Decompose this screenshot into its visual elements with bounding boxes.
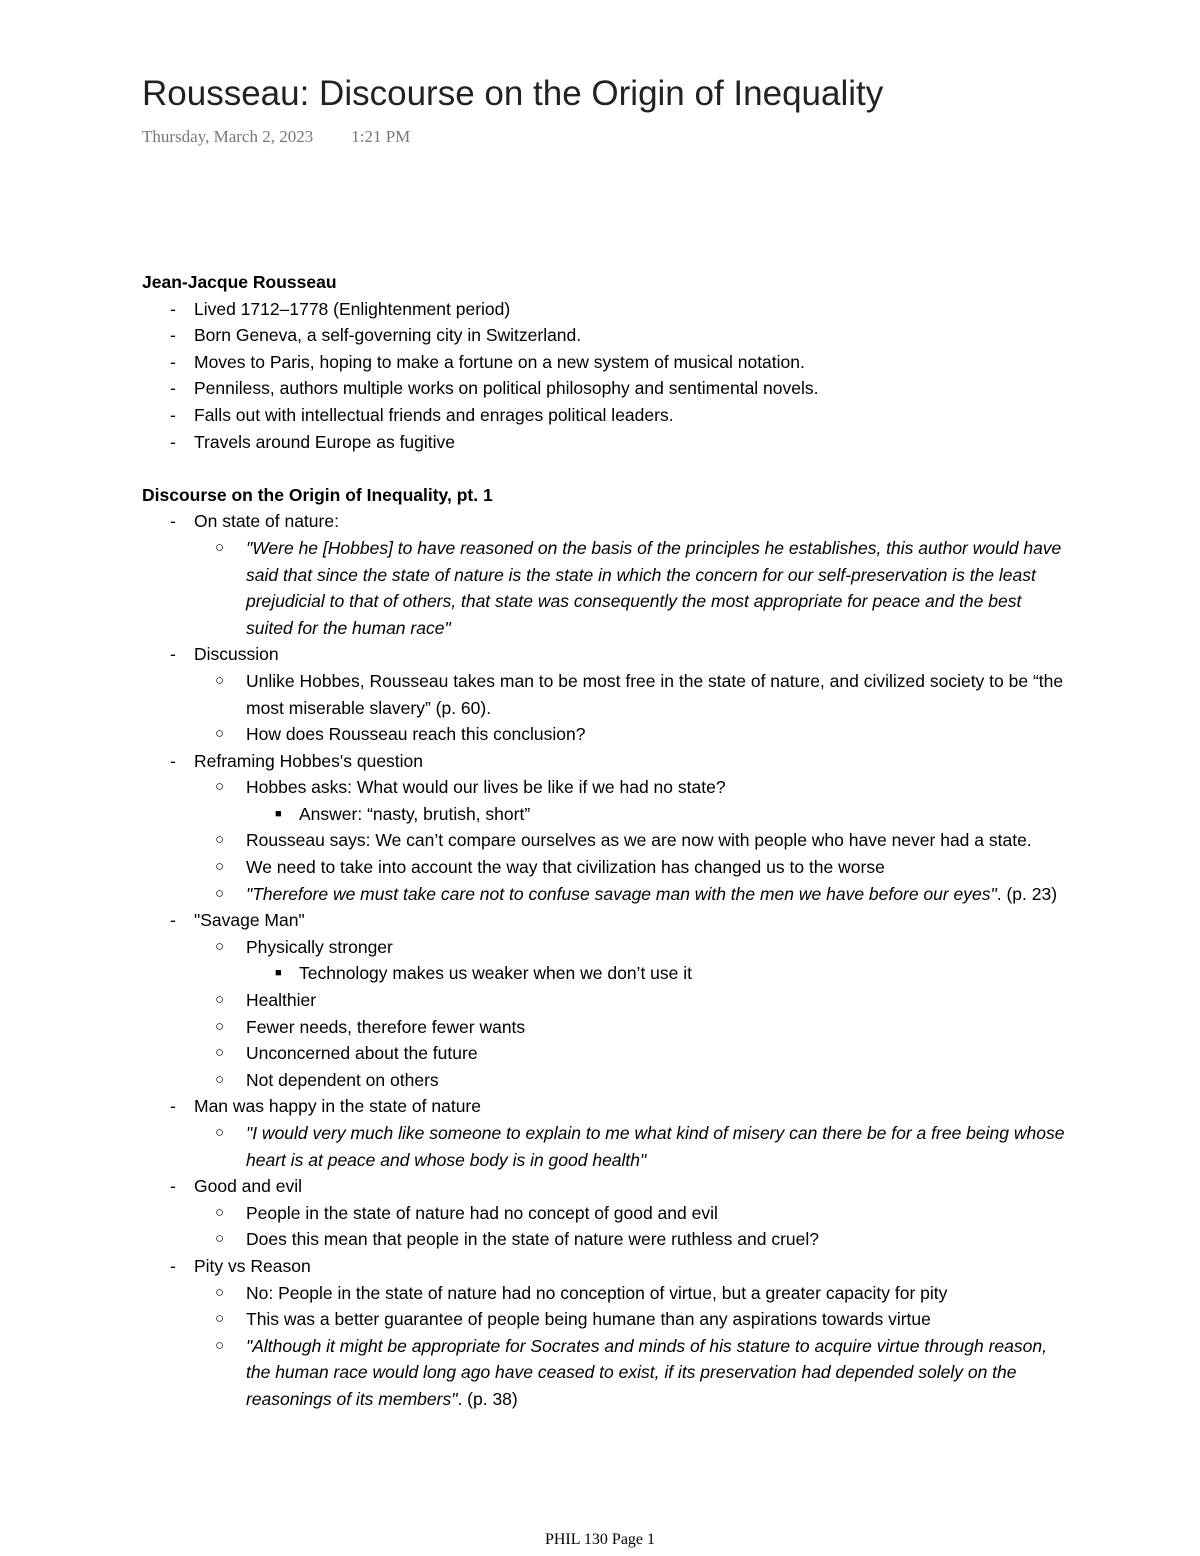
sub-list-item [142, 668, 1072, 721]
list-item [142, 1253, 1072, 1280]
sub-list-item [142, 1040, 1072, 1067]
circle-bullet: ○ [215, 1044, 225, 1062]
dash-bullet: - [170, 378, 176, 399]
page-time: 1:21 PM [351, 127, 411, 146]
sub-list-item [142, 1306, 1072, 1333]
circle-bullet: ○ [215, 671, 225, 689]
list-item [142, 1173, 1072, 1200]
sub-list-item [142, 1280, 1072, 1307]
quote-text: "I would very much like someone to explain to me what kind of misery can there be for a free being whose heart is at peace and whose body is in good health" [246, 1123, 1065, 1170]
list-item [142, 429, 1072, 456]
dash-bullet: - [170, 910, 176, 931]
circle-bullet: ○ [215, 831, 225, 849]
list-item [142, 508, 1072, 535]
dash-bullet: - [170, 1096, 176, 1117]
list-item-text: Rousseau says: We can’t compare ourselves as we are now with people who have never had a state. [246, 830, 1032, 851]
sub-list-item [142, 1226, 1072, 1253]
list-item [142, 296, 1072, 323]
sub-list-item [142, 1200, 1072, 1227]
sub-sub-list-item [142, 960, 1072, 987]
circle-bullet: ○ [215, 725, 225, 743]
list-item-text: Born Geneva, a self-governing city in Switzerland. [194, 325, 582, 346]
sub-list-item [142, 987, 1072, 1014]
list-item [142, 375, 1072, 402]
list-item-text: Lived 1712–1778 (Enlightenment period) [194, 298, 511, 319]
circle-bullet: ○ [215, 1124, 225, 1141]
note-body [142, 269, 1072, 1413]
dash-bullet: - [170, 325, 176, 346]
list-item-text: Man was happy in the state of nature [194, 1096, 481, 1117]
list-item-text: Penniless, authors multiple works on political philosophy and sentimental novels. [194, 378, 819, 399]
sub-list-item [142, 854, 1072, 881]
citation: . (p. 23) [996, 883, 1058, 904]
dash-bullet: - [170, 298, 176, 319]
list-item-text: Discussion [194, 644, 279, 665]
list-item-text: Technology makes us weaker when we don’t use it [299, 963, 692, 984]
list-item [142, 748, 1072, 775]
sub-list-item [142, 827, 1072, 854]
circle-bullet: ○ [215, 991, 225, 1009]
circle-bullet: ○ [215, 538, 225, 556]
list-item [142, 907, 1072, 934]
square-bullet: ■ [275, 807, 282, 820]
sub-list-item [142, 1120, 1072, 1173]
dash-bullet: - [170, 644, 176, 665]
section-heading: Jean-Jacque Rousseau [142, 272, 337, 292]
list-item-text: Reframing Hobbes's question [194, 750, 424, 771]
circle-bullet: ○ [215, 858, 225, 876]
circle-bullet: ○ [215, 1310, 225, 1328]
circle-bullet: ○ [215, 1230, 225, 1248]
page-title: Rousseau: Discourse on the Origin of Inequality [142, 74, 884, 113]
dash-bullet: - [170, 404, 176, 425]
circle-bullet: ○ [215, 884, 225, 902]
sub-list-item [142, 774, 1072, 801]
list-item [142, 641, 1072, 668]
list-item-text: Not dependent on others [246, 1069, 439, 1090]
circle-bullet: ○ [215, 1070, 225, 1088]
list-item-text: This was a better guarantee of people being humane than any aspirations towards virtue [246, 1309, 931, 1330]
list-item-text: Does this mean that people in the state of nature were ruthless and cruel? [246, 1229, 819, 1250]
list-item-text: Falls out with intellectual friends and enrages political leaders. [194, 404, 674, 425]
sub-list-item [142, 1333, 1072, 1413]
list-item-text: Travels around Europe as fugitive [194, 431, 456, 452]
list-item-text: No: People in the state of nature had no conception of virtue, but a greater capacity for pity [246, 1282, 948, 1303]
page-timestamp [142, 127, 410, 147]
list-item-text: How does Rousseau reach this conclusion? [246, 724, 586, 745]
quote-text: "Although it might be appropriate for Socrates and minds of his stature to acquire virtue through reason, the human race would long ago have ceased to exist, if its preservation had depended solely on the reasonings of its members" [246, 1335, 1047, 1409]
sub-list-item [142, 881, 1072, 908]
circle-bullet: ○ [215, 1336, 225, 1354]
list-item-text: Moves to Paris, hoping to make a fortune on a new system of musical notation. [194, 351, 805, 372]
list-item-text: Physically stronger [246, 936, 393, 957]
dash-bullet: - [170, 1176, 176, 1197]
dash-bullet: - [170, 351, 176, 372]
list-item-text: Healthier [246, 990, 317, 1011]
dash-bullet: - [170, 750, 176, 771]
list-item-text: "Savage Man" [194, 910, 305, 931]
page-date: Thursday, March 2, 2023 [142, 127, 314, 146]
list-item [142, 402, 1072, 429]
dash-bullet: - [170, 431, 176, 452]
list-item-text: Fewer needs, therefore fewer wants [246, 1016, 526, 1037]
sub-list-item [142, 535, 1072, 641]
circle-bullet: ○ [215, 937, 225, 955]
list-item [142, 322, 1072, 349]
section-heading: Discourse on the Origin of Inequality, pt. 1 [142, 484, 493, 505]
list-item [142, 349, 1072, 376]
list-item-text: Answer: “nasty, brutish, short” [299, 803, 531, 824]
list-item-text: We need to take into account the way that civilization has changed us to the worse [246, 857, 885, 878]
citation: . (p. 38) [457, 1388, 518, 1409]
list-item-text: Unconcerned about the future [246, 1043, 478, 1064]
circle-bullet: ○ [215, 1283, 225, 1301]
list-item-text: Unlike Hobbes, Rousseau takes man to be most free in the state of nature, and civilized society to be “the most miserable slavery” (p. 60). [246, 670, 1064, 718]
spacer [142, 455, 1072, 482]
sub-sub-list-item [142, 801, 1072, 828]
list-item [142, 1093, 1072, 1120]
circle-bullet: ○ [215, 778, 225, 796]
dash-bullet: - [170, 1255, 176, 1276]
square-bullet: ■ [275, 967, 282, 980]
list-item-text: On state of nature: [194, 511, 339, 532]
sub-list-item [142, 1014, 1072, 1041]
sub-list-item [142, 934, 1072, 961]
list-item-text: Hobbes asks: What would our lives be like if we had no state? [246, 777, 726, 798]
sub-list-item [142, 721, 1072, 748]
quote-text: "Therefore we must take care not to confuse savage man with the men we have before our eyes" [246, 883, 997, 904]
sub-list-item [142, 1067, 1072, 1094]
list-item-text: People in the state of nature had no concept of good and evil [246, 1202, 718, 1223]
list-item-text: Good and evil [194, 1176, 302, 1197]
circle-bullet: ○ [215, 1203, 225, 1221]
circle-bullet: ○ [215, 1017, 225, 1035]
page-footer: PHIL 130 Page 1 [544, 1531, 656, 1548]
list-item-text: Pity vs Reason [194, 1255, 311, 1276]
dash-bullet: - [170, 511, 176, 532]
quote-text: "Were he [Hobbes] to have reasoned on the basis of the principles he establishes, this author would have said that since the state of nature is the state in which the concern for our self-preservation is the least prejudicial to that of others, that state was consequently the most appropriate for peace and the best suited for the human race" [246, 537, 1062, 638]
